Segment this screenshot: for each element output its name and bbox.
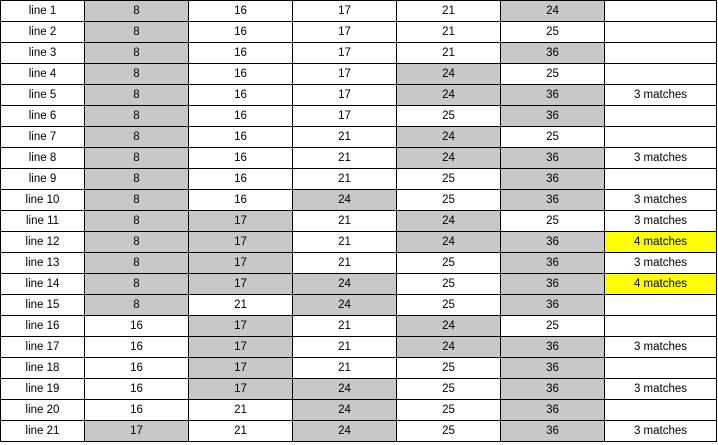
number-cell: 21	[397, 43, 501, 64]
row-label: line 18	[1, 358, 85, 379]
number-cell: 8	[85, 253, 189, 274]
row-label: line 17	[1, 337, 85, 358]
number-cell: 24	[397, 64, 501, 85]
table-row	[1, 421, 717, 442]
row-label: line 16	[1, 316, 85, 337]
match-count-cell	[605, 64, 717, 85]
number-cell: 17	[293, 85, 397, 106]
row-label: line 10	[1, 190, 85, 211]
number-cell: 16	[189, 106, 293, 127]
number-cell: 8	[85, 106, 189, 127]
row-label: line 19	[1, 379, 85, 400]
number-cell: 25	[397, 421, 501, 442]
number-cell: 8	[85, 127, 189, 148]
number-cell: 25	[501, 316, 605, 337]
number-cell: 25	[397, 253, 501, 274]
number-cell: 17	[189, 379, 293, 400]
number-cell: 36	[501, 169, 605, 190]
number-cell: 17	[293, 1, 397, 22]
number-cell: 25	[397, 190, 501, 211]
number-cell: 16	[85, 358, 189, 379]
row-label: line 3	[1, 43, 85, 64]
table-row	[1, 43, 717, 64]
number-cell: 17	[189, 358, 293, 379]
table-row	[1, 64, 717, 85]
match-count-cell	[605, 106, 717, 127]
row-label: line 15	[1, 295, 85, 316]
number-cell: 36	[501, 232, 605, 253]
number-cell: 24	[397, 85, 501, 106]
number-cell: 24	[397, 127, 501, 148]
match-count-cell	[605, 295, 717, 316]
number-cell: 16	[85, 316, 189, 337]
number-cell: 8	[85, 148, 189, 169]
row-label: line 9	[1, 169, 85, 190]
number-cell: 36	[501, 379, 605, 400]
match-count-cell: 3 matches	[605, 190, 717, 211]
number-cell: 8	[85, 43, 189, 64]
row-label: line 1	[1, 1, 85, 22]
number-cell: 16	[189, 1, 293, 22]
table-row	[1, 337, 717, 358]
number-cell: 36	[501, 148, 605, 169]
number-cell: 8	[85, 85, 189, 106]
number-cell: 8	[85, 295, 189, 316]
table-row	[1, 148, 717, 169]
number-cell: 24	[293, 295, 397, 316]
number-cell: 17	[189, 232, 293, 253]
number-cell: 25	[397, 358, 501, 379]
number-cell: 8	[85, 22, 189, 43]
number-cell: 25	[501, 127, 605, 148]
match-count-cell: 3 matches	[605, 211, 717, 232]
number-cell: 21	[293, 232, 397, 253]
table-row	[1, 127, 717, 148]
match-count-cell	[605, 43, 717, 64]
table-row	[1, 358, 717, 379]
number-cell: 16	[189, 190, 293, 211]
match-count-cell: 3 matches	[605, 85, 717, 106]
number-cell: 16	[189, 43, 293, 64]
number-cell: 16	[189, 64, 293, 85]
match-count-cell	[605, 316, 717, 337]
number-cell: 8	[85, 274, 189, 295]
number-cell: 16	[189, 127, 293, 148]
table-row	[1, 22, 717, 43]
number-cell: 36	[501, 85, 605, 106]
match-count-cell	[605, 358, 717, 379]
number-cell: 24	[293, 274, 397, 295]
number-cell: 17	[293, 43, 397, 64]
number-cell: 25	[397, 379, 501, 400]
table-row	[1, 274, 717, 295]
number-cell: 17	[293, 64, 397, 85]
row-label: line 20	[1, 400, 85, 421]
table-row	[1, 106, 717, 127]
number-cell: 16	[189, 22, 293, 43]
match-count-cell	[605, 400, 717, 421]
number-cell: 21	[293, 358, 397, 379]
number-cell: 24	[293, 400, 397, 421]
row-label: line 5	[1, 85, 85, 106]
number-cell: 24	[397, 232, 501, 253]
number-cell: 21	[293, 253, 397, 274]
number-cell: 17	[293, 22, 397, 43]
number-cell: 8	[85, 190, 189, 211]
number-cell: 16	[189, 169, 293, 190]
number-cell: 21	[189, 400, 293, 421]
match-count-cell	[605, 169, 717, 190]
row-label: line 8	[1, 148, 85, 169]
number-cell: 21	[293, 127, 397, 148]
number-cell: 21	[397, 22, 501, 43]
number-cell: 17	[189, 274, 293, 295]
match-count-cell	[605, 127, 717, 148]
number-cell: 16	[189, 148, 293, 169]
number-cell: 21	[293, 211, 397, 232]
table-body	[1, 1, 717, 442]
match-count-cell: 3 matches	[605, 421, 717, 442]
match-count-cell: 3 matches	[605, 337, 717, 358]
number-cell: 17	[189, 253, 293, 274]
number-cell: 24	[397, 337, 501, 358]
number-cell: 8	[85, 232, 189, 253]
number-cell: 17	[189, 337, 293, 358]
row-label: line 7	[1, 127, 85, 148]
number-cell: 25	[397, 295, 501, 316]
table-row	[1, 85, 717, 106]
match-count-cell	[605, 22, 717, 43]
number-cell: 24	[293, 190, 397, 211]
number-cell: 21	[189, 421, 293, 442]
table-row	[1, 295, 717, 316]
row-label: line 13	[1, 253, 85, 274]
number-cell: 24	[293, 421, 397, 442]
number-cell: 17	[85, 421, 189, 442]
number-cell: 8	[85, 169, 189, 190]
number-cell: 25	[501, 211, 605, 232]
number-cell: 36	[501, 295, 605, 316]
table-row	[1, 1, 717, 22]
number-cell: 36	[501, 358, 605, 379]
number-cell: 24	[397, 211, 501, 232]
number-cell: 25	[397, 274, 501, 295]
number-cell: 25	[397, 169, 501, 190]
number-cell: 36	[501, 400, 605, 421]
table-row	[1, 253, 717, 274]
number-cell: 21	[293, 148, 397, 169]
row-label: line 21	[1, 421, 85, 442]
number-cell: 25	[397, 400, 501, 421]
number-cell: 16	[189, 85, 293, 106]
number-cell: 17	[293, 106, 397, 127]
number-cell: 16	[85, 400, 189, 421]
row-label: line 6	[1, 106, 85, 127]
number-cell: 17	[189, 316, 293, 337]
number-cell: 24	[501, 1, 605, 22]
number-cell: 17	[189, 211, 293, 232]
number-cell: 16	[85, 379, 189, 400]
row-label: line 2	[1, 22, 85, 43]
match-count-cell: 4 matches	[605, 274, 717, 295]
row-label: line 12	[1, 232, 85, 253]
number-cell: 25	[397, 106, 501, 127]
number-cell: 24	[293, 379, 397, 400]
number-cell: 16	[85, 337, 189, 358]
table-row	[1, 232, 717, 253]
number-cell: 36	[501, 106, 605, 127]
number-cell: 25	[501, 64, 605, 85]
number-cell: 36	[501, 421, 605, 442]
number-cell: 25	[501, 22, 605, 43]
row-label: line 14	[1, 274, 85, 295]
number-cell: 36	[501, 337, 605, 358]
match-count-cell: 3 matches	[605, 253, 717, 274]
number-cell: 8	[85, 64, 189, 85]
number-cell: 21	[293, 169, 397, 190]
table-row	[1, 169, 717, 190]
number-cell: 8	[85, 211, 189, 232]
match-count-cell: 4 matches	[605, 232, 717, 253]
number-cell: 36	[501, 190, 605, 211]
number-cell: 21	[189, 295, 293, 316]
row-label: line 4	[1, 64, 85, 85]
match-count-cell	[605, 1, 717, 22]
table-row	[1, 379, 717, 400]
number-cell: 36	[501, 43, 605, 64]
table-row	[1, 316, 717, 337]
number-cell: 36	[501, 274, 605, 295]
number-cell: 24	[397, 316, 501, 337]
number-cell: 21	[293, 337, 397, 358]
number-cell: 36	[501, 253, 605, 274]
number-cell: 21	[293, 316, 397, 337]
number-cell: 24	[397, 148, 501, 169]
number-cell: 21	[397, 1, 501, 22]
number-cell: 8	[85, 1, 189, 22]
table-row	[1, 190, 717, 211]
table-row	[1, 400, 717, 421]
match-count-cell: 3 matches	[605, 148, 717, 169]
match-count-cell: 3 matches	[605, 379, 717, 400]
table-row	[1, 211, 717, 232]
row-label: line 11	[1, 211, 85, 232]
